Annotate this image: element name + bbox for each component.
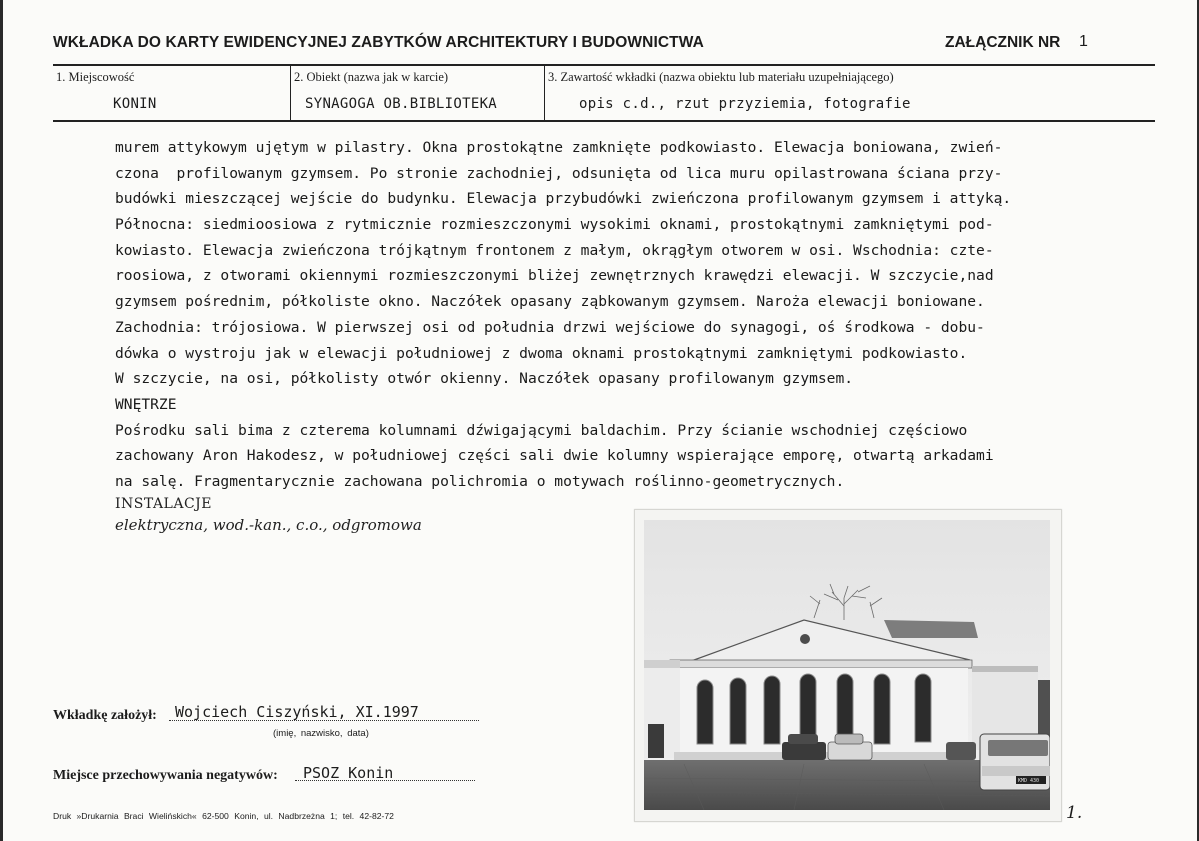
body-line: Pośrodku sali bima z czterema kolumnami dźwigającymi baldachim. Przy ścianie wschodniej częściowo (115, 421, 968, 439)
header-rule-top (53, 64, 1155, 66)
handwritten-installations-heading: INSTALACJE (115, 496, 213, 512)
contents-value: opis c.d., rzut przyziemia, fotografie (579, 96, 911, 112)
body-line: czona profilowanym gzymsem. Po stronie zachodniej, odsunięta od lica muru opilastrowana ściana przy- (115, 164, 1003, 182)
body-line: gzymsem pośrednim, półkoliste okno. Naczółek opasany ząbkowanym gzymsem. Naroża elewacji boniowane. (115, 293, 985, 311)
handwritten-installations-text: elektryczna, wod.-kan., c.o., odgromowa (115, 516, 422, 534)
contents-label: 3. Zawartość wkładki (nazwa obiektu lub materiału uzupełniającego) (548, 70, 894, 84)
storage-label: Miejsce przechowywania negatywów: (53, 768, 278, 783)
column-divider-2 (544, 64, 545, 121)
body-line: W szczycie, na osi, półkolisty otwór okienny. Naczółek opasany profilowanym gzymsem. (115, 370, 854, 388)
storage-value: PSOZ Konin (303, 764, 394, 782)
header-rule-bottom (53, 120, 1155, 122)
object-value: SYNAGOGA OB.BIBLIOTEKA (305, 96, 498, 112)
body-line: murem attykowym ujętym w pilastry. Okna prostokątne zamknięte podkowiasto. Elewacja boniowana, zwień- (115, 139, 1003, 156)
printer-imprint: Druk »Drukarnia Braci Wielińskich« 62-500 Konin, ul. Nadbrzeżna 1; tel. 42-82-72 (53, 811, 394, 821)
locality-value: KONIN (113, 96, 157, 112)
author-hint: (imię, nazwisko, data) (273, 728, 369, 739)
page-number: 1. (1066, 803, 1083, 823)
body-line: budówki mieszczącej wejście do budynku. Elewacja przybudówki zwieńczona profilowanym gzymsem i attyką. (115, 190, 1012, 208)
body-line: kowiasto. Elewacja zwieńczona trójkątnym frontonem z małym, okrągłym otworem w osi. Wschodnia: czte- (115, 241, 994, 259)
body-line: Zachodnia: trójosiowa. W pierwszej osi od południa drzwi wejściowe do synagogi, oś środkowa - dobu- (115, 318, 985, 336)
storage-dotted-line (295, 780, 475, 781)
description-body (115, 135, 1145, 495)
synagogue-photo (644, 520, 1050, 810)
body-line: zachowany Aron Hakodesz, w południowej części sali dwie kolumny wspierające emporę, otwartą arkadami (115, 447, 994, 465)
annex-label: ZAŁĄCZNIK NR (945, 34, 1061, 51)
author-label: Wkładkę założył: (53, 708, 157, 723)
author-dotted-line (169, 720, 479, 721)
object-label: 2. Obiekt (nazwa jak w karcie) (294, 70, 449, 84)
body-line: Północna: siedmioosiowa z rytmicznie rozmieszczonymi wysokimi oknami, prostokątnymi zamkniętymi pod- (115, 216, 994, 234)
license-plate: KMD 430 (1018, 778, 1040, 784)
column-divider-1 (290, 64, 291, 121)
annex-number: 1 (1079, 33, 1088, 50)
body-line: dówka o wystroju jak w elewacji południowej z dwoma oknami prostokątnymi zamkniętymi podkowiasto. (115, 344, 968, 362)
author-value: Wojciech Ciszyński, XI.1997 (175, 703, 419, 721)
form-title: WKŁADKA DO KARTY EWIDENCYJNEJ ZABYTKÓW ARCHITEKTURY I BUDOWNICTWA (53, 34, 704, 51)
section-heading-interior: WNĘTRZE (115, 395, 177, 413)
locality-label: 1. Miejscowość (56, 70, 135, 84)
body-line: roosiowa, z otworami okiennymi rozmieszczonymi bliżej zewnętrznych krawędzi elewacji. W szczycie,nad (115, 267, 994, 285)
body-line: na salę. Fragmentarycznie zachowana polichromia o motywach roślinno-geometrycznych. (115, 472, 845, 490)
